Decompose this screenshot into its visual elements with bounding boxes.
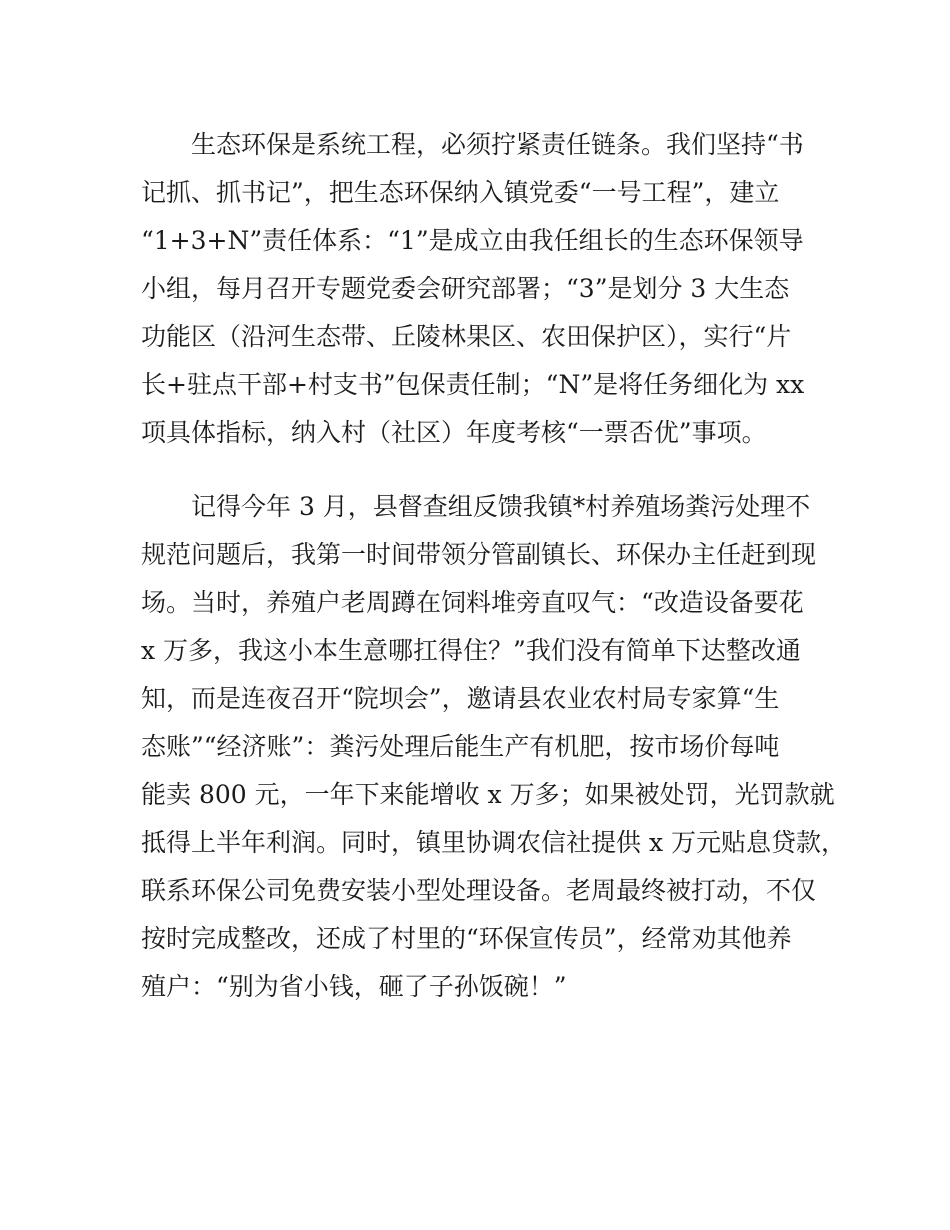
paragraph-2-line-3: 场。当时，养殖户老周蹲在饲料堆旁直叹气：“改造设备要花 [141, 588, 804, 617]
paragraph-2-line-1: 记得今年 3 月，县督查组反馈我镇*村养殖场粪污处理不 [191, 492, 811, 521]
paragraph-1-line-4: 小组，每月召开专题党委会研究部署；“3”是划分 3 大生态 [141, 274, 790, 303]
paragraph-2-line-2: 规范问题后，我第一时间带领分管副镇长、环保办主任赶到现 [141, 540, 817, 569]
paragraph-2-line-7: 能卖 800 元，一年下来能增收 x 万多；如果被处罚，光罚款就 [141, 780, 835, 809]
paragraph-2-line-11: 殖户：“别为省小钱，砸了子孙饭碗！” [141, 972, 567, 1001]
paragraph-2-line-5: 知，而是连夜召开“院坝会”，邀请县农业农村局专家算“生 [141, 684, 780, 713]
paragraph-2-line-8: 抵得上半年利润。同时，镇里协调农信社提供 x 万元贴息贷款， [141, 828, 846, 857]
paragraph-2-line-6: 态账”“经济账”：粪污处理后能生产有机肥，按市场价每吨 [141, 732, 780, 761]
paragraph-1-line-2: 记抓、抓书记”，把生态环保纳入镇党委“一号工程”，建立 [141, 178, 780, 207]
paragraph-1-line-6: 长+驻点干部+村支书”包保责任制；“N”是将任务细化为 xx [141, 370, 805, 399]
paragraph-1-line-5: 功能区（沿河生态带、丘陵林果区、农田保护区），实行“片 [141, 322, 792, 351]
paragraph-2-line-9: 联系环保公司免费安装小型处理设备。老周最终被打动，不仅 [141, 876, 817, 905]
paragraph-2-line-4: x 万多，我这小本生意哪扛得住？”我们没有简单下达整改通 [141, 636, 801, 665]
paragraph-1-line-3: “1+3+N”责任体系：“1”是成立由我任组长的生态环保领导 [141, 226, 804, 255]
paragraph-2-line-10: 按时完成整改，还成了村里的“环保宣传员”，经常劝其他养 [141, 924, 792, 953]
paragraph-1-line-1: 生态环保是系统工程，必须拧紧责任链条。我们坚持“书 [191, 130, 804, 159]
paragraph-1-line-7: 项具体指标，纳入村（社区）年度考核“一票否优”事项。 [141, 418, 767, 447]
